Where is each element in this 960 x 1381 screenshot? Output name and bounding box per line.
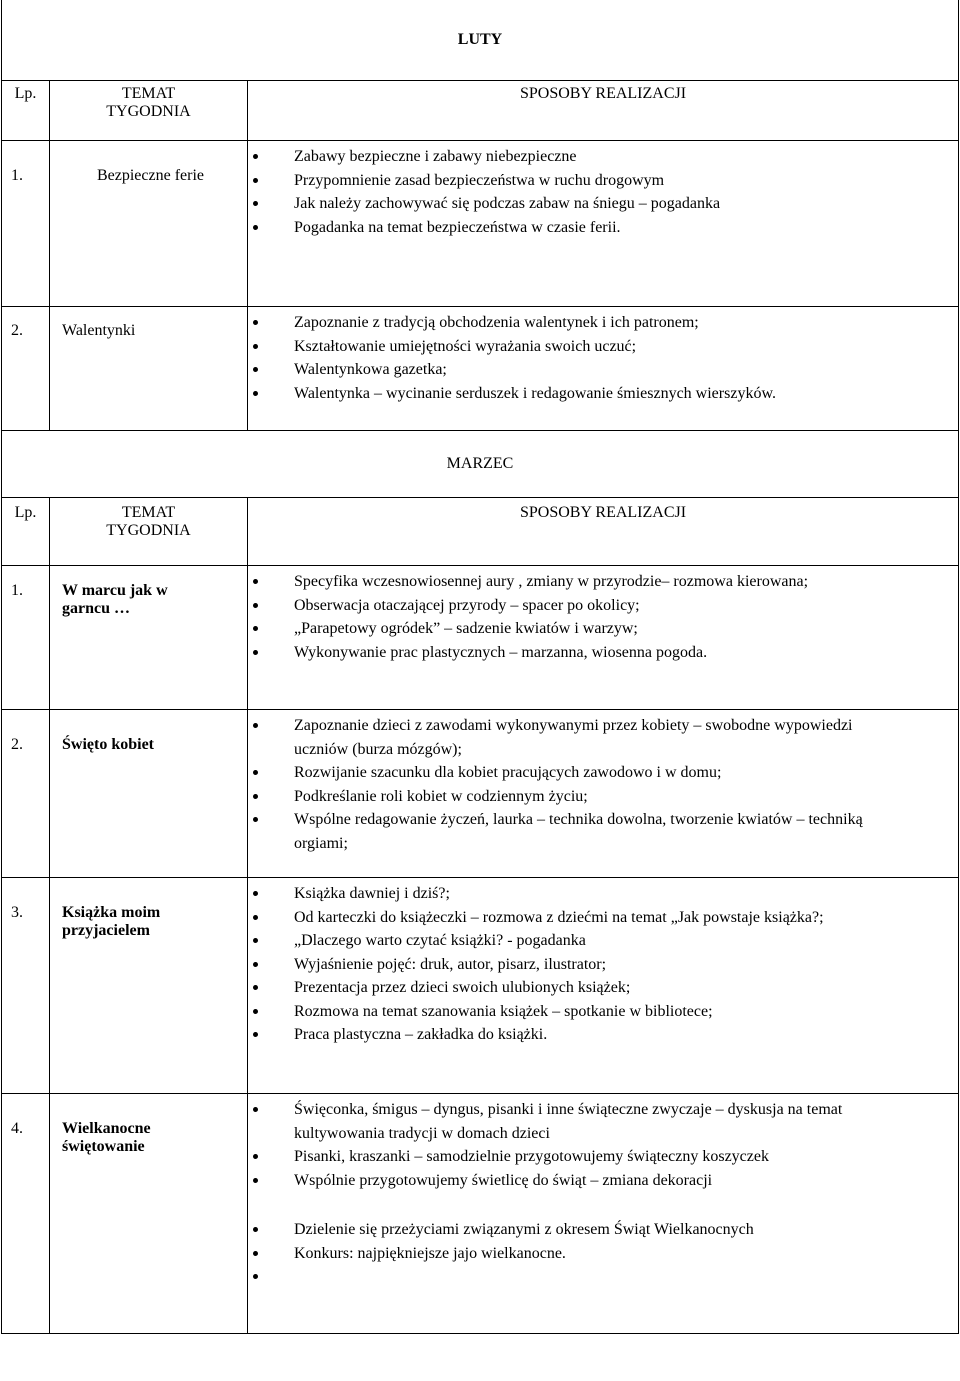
list-item: Wspólnie przygotowujemy świetlicę do świąt – zmiana dekoracji — [294, 1169, 928, 1193]
list-item: Zabawy bezpieczne i zabawy niebezpieczne — [294, 145, 958, 169]
plan-table — [1, 0, 959, 1334]
list-item: Konkurs: najpiękniejsze jajo wielkanocne. — [294, 1242, 958, 1266]
row-lp: 3. — [2, 878, 50, 1094]
header-temat: TEMAT TYGODNIA — [50, 498, 248, 566]
row-items — [248, 307, 959, 431]
row-lp: 2. — [2, 710, 50, 878]
row-topic: Bezpieczne ferie — [50, 141, 248, 307]
list-item: Wspólne redagowanie życzeń, laurka – technika dowolna, tworzenie kwiatów – techniką orgiami; — [294, 808, 958, 855]
row-topic: Święto kobiet — [50, 710, 248, 878]
list-item: Walentynka – wycinanie serduszek i redagowanie śmiesznych wierszyków. — [294, 382, 958, 406]
list-item: Książka dawniej i dziś?; — [294, 882, 958, 906]
list-item: Od karteczki do książeczki – rozmowa z dziećmi na temat „Jak powstaje książka?; — [294, 906, 958, 930]
header-lp: Lp. — [2, 498, 50, 566]
list-item: Praca plastyczna – zakładka do książki. — [294, 1023, 958, 1047]
list-item: Zapoznanie z tradycją obchodzenia walentynek i ich patronem; — [294, 311, 958, 335]
list-item: Przypomnienie zasad bezpieczeństwa w ruchu drogowym — [294, 169, 958, 193]
row-lp: 2. — [2, 307, 50, 431]
row-items — [248, 878, 959, 1094]
list-item: Walentynkowa gazetka; — [294, 358, 958, 382]
list-item: Kształtowanie umiejętności wyrażania swoich uczuć; — [294, 335, 958, 359]
row-topic: Książka moim przyjacielem — [50, 878, 248, 1094]
row-items — [248, 710, 959, 878]
row-lp: 1. — [2, 141, 50, 307]
list-item: Zapoznanie dzieci z zawodami wykonywanymi przez kobiety – swobodne wypowiedzi uczniów (burza mózgów); — [294, 714, 958, 761]
row-topic: Wielkanocne świętowanie — [50, 1094, 248, 1334]
row-items — [248, 566, 959, 710]
list-item: Pogadanka na temat bezpieczeństwa w czasie ferii. — [294, 216, 958, 240]
header-lp: Lp. — [2, 81, 50, 141]
list-item: Dzielenie się przeżyciami związanymi z okresem Świąt Wielkanocnych — [294, 1218, 958, 1242]
row-topic: W marcu jak w garncu … — [50, 566, 248, 710]
row-lp: 1. — [2, 566, 50, 710]
list-item-empty — [294, 1265, 958, 1289]
header-sposoby: SPOSOBY REALIZACJI — [248, 81, 959, 141]
list-item: Jak należy zachowywać się podczas zabaw na śniegu – pogadanka — [294, 192, 958, 216]
list-item: Obserwacja otaczającej przyrody – spacer po okolicy; — [294, 594, 958, 618]
month-title-luty: LUTY — [2, 0, 959, 81]
list-item: Wyjaśnienie pojęć: druk, autor, pisarz, ilustrator; — [294, 953, 958, 977]
row-lp: 4. — [2, 1094, 50, 1334]
header-temat: TEMAT TYGODNIA — [50, 81, 248, 141]
list-item: Prezentacja przez dzieci swoich ulubionych książek; — [294, 976, 958, 1000]
list-item: „Parapetowy ogródek” – sadzenie kwiatów i warzyw; — [294, 617, 958, 641]
row-topic: Walentynki — [50, 307, 248, 431]
list-item: Pisanki, kraszanki – samodzielnie przygotowujemy świąteczny koszyczek — [294, 1145, 928, 1169]
list-item: Rozmowa na temat szanowania książek – spotkanie w bibliotece; — [294, 1000, 958, 1024]
row-items — [248, 141, 959, 307]
header-sposoby: SPOSOBY REALIZACJI — [248, 498, 959, 566]
list-item: Specyfika wczesnowiosennej aury , zmiany w przyrodzie– rozmowa kierowana; — [294, 570, 958, 594]
month-title-marzec: MARZEC — [2, 431, 959, 498]
list-item: Rozwijanie szacunku dla kobiet pracujących zawodowo i w domu; — [294, 761, 958, 785]
row-items — [248, 1094, 959, 1334]
list-item: Święconka, śmigus – dyngus, pisanki i inne świąteczne zwyczaje – dyskusja na temat kultywowania tradycji w domach dzieci — [294, 1098, 928, 1145]
list-item: Wykonywanie prac plastycznych – marzanna, wiosenna pogoda. — [294, 641, 958, 665]
list-item: „Dlaczego warto czytać książki? - pogadanka — [294, 929, 958, 953]
list-item: Podkreślanie roli kobiet w codziennym życiu; — [294, 785, 958, 809]
